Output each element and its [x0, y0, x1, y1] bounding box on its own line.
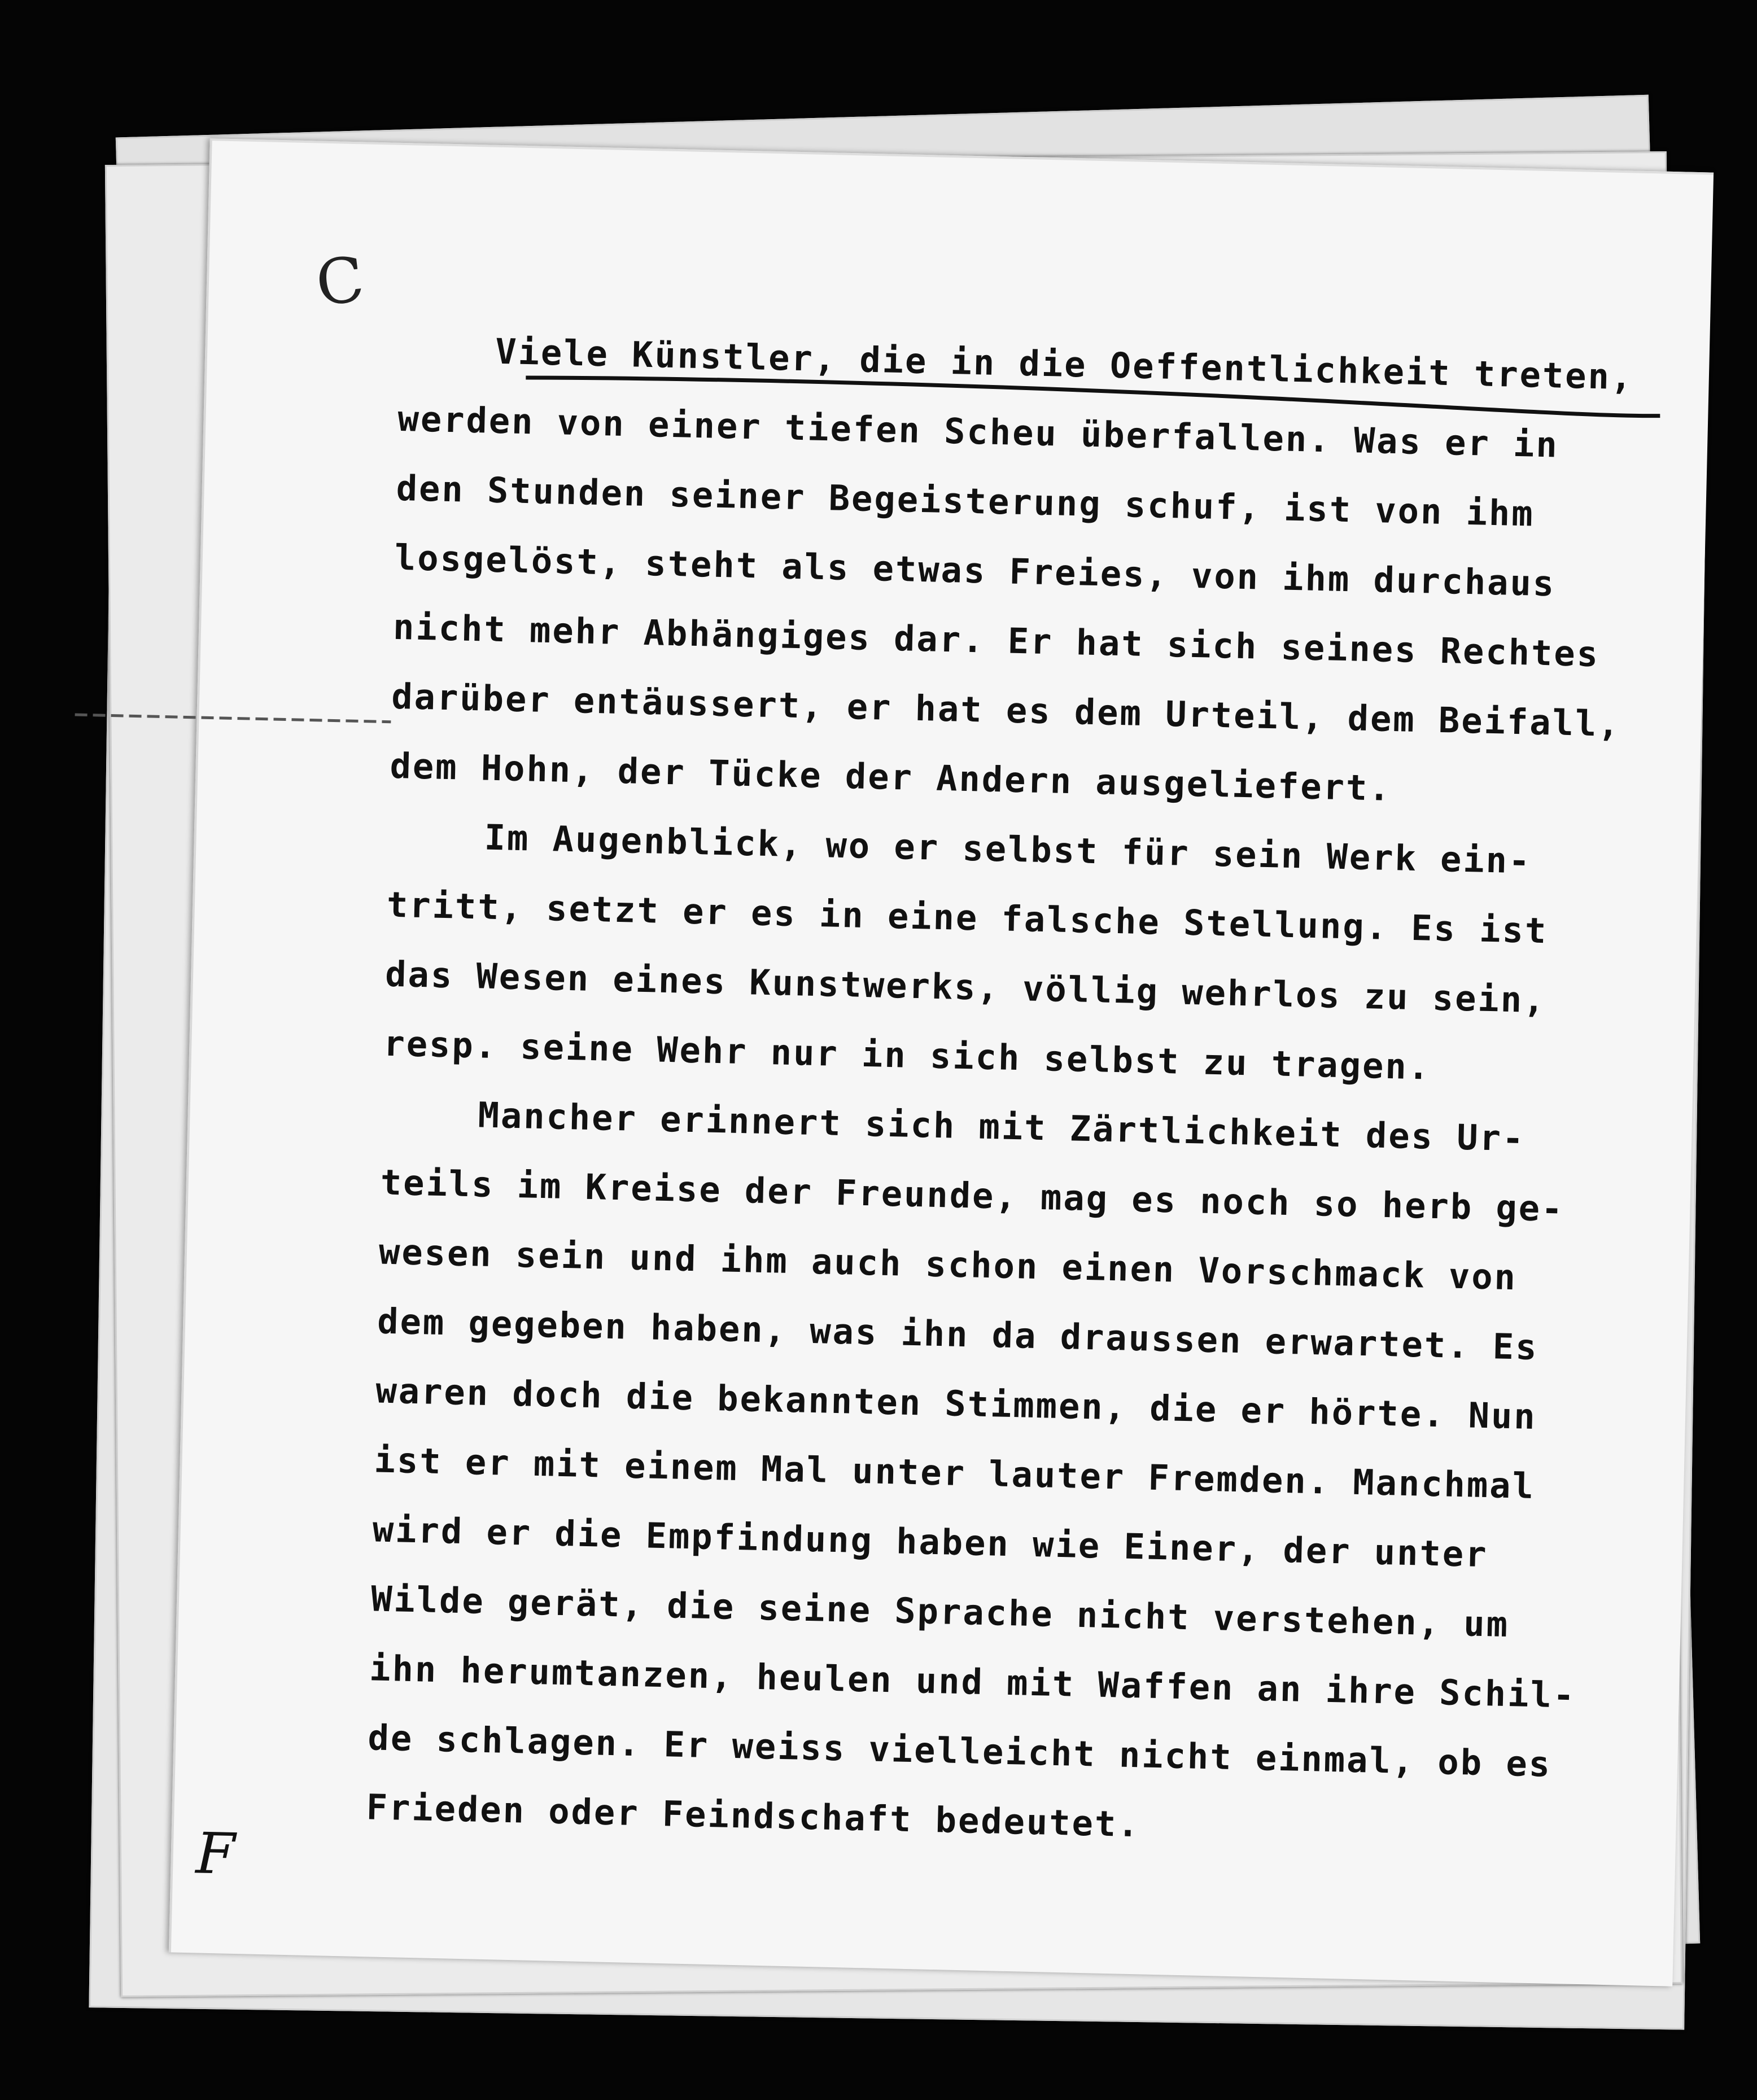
margin-initial: F: [195, 1820, 236, 1887]
text-line: den Stunden seiner Begeisterung schuf, ist von ihm: [396, 467, 1535, 535]
text-line: Wilde gerät, die seine Sprache nicht verstehen, um: [370, 1578, 1510, 1646]
text-line: tritt, setzt er es in eine falsche Stellung. Es ist: [386, 883, 1549, 952]
text-line: dem gegeben haben, was ihn da draussen erwartet. Es: [377, 1300, 1539, 1368]
text-line: werden von einer tiefen Scheu überfallen. Was er in: [397, 397, 1559, 466]
paragraph-3: [365, 1078, 1692, 1871]
text-line: resp. seine Wehr nur in sich selbst zu tragen.: [383, 1022, 1431, 1088]
text-line: waren doch die bekannten Stimmen, die er hörte. Nun: [375, 1370, 1537, 1438]
text-line: de schlagen. Er weiss vielleicht nicht einmal, ob es: [367, 1717, 1552, 1785]
text-line: Frieden oder Feindschaft bedeutet.: [365, 1786, 1141, 1845]
text-line: darüber entäussert, er hat es dem Urteil, dem Beifall,: [391, 675, 1621, 745]
margin-mark: C: [312, 243, 368, 320]
text-line: ist er mit einem Mal unter lauter Fremden. Manchmal: [373, 1439, 1536, 1507]
paragraph-1: [389, 314, 1710, 830]
text-line: das Wesen eines Kunstwerks, völlig wehrlos zu sein,: [384, 953, 1547, 1021]
text-line: Mancher erinnert sich mit Zärtlichkeit des Ur-: [477, 1094, 1526, 1160]
text-line: Im Augenblick, wo er selbst für sein Werk ein-: [484, 816, 1532, 882]
text-line: losgelöst, steht als etwas Freies, von ihm durchaus: [394, 536, 1557, 605]
typed-text: [365, 314, 1710, 1871]
text-line: wesen sein und ihm auch schon einen Vorschmack von: [378, 1231, 1518, 1298]
text-line: dem Hohn, der Tücke der Andern ausgeliefert.: [389, 745, 1392, 809]
text-line: ihn herumtanzen, heulen und mit Waffen an ihre Schil-: [369, 1647, 1577, 1716]
paragraph-2: [383, 800, 1699, 1108]
text-line: wird er die Empfindung haben wie Einer, der unter: [372, 1508, 1489, 1576]
text-line: Viele Künstler, die in die Oeffentlichkeit treten,: [495, 330, 1634, 398]
typewritten-page: [169, 138, 1714, 1987]
text-line: teils im Kreise der Freunde, mag es noch so herb ge-: [380, 1161, 1565, 1230]
text-line: nicht mehr Abhängiges dar. Er hat sich seines Rechtes: [392, 606, 1600, 675]
